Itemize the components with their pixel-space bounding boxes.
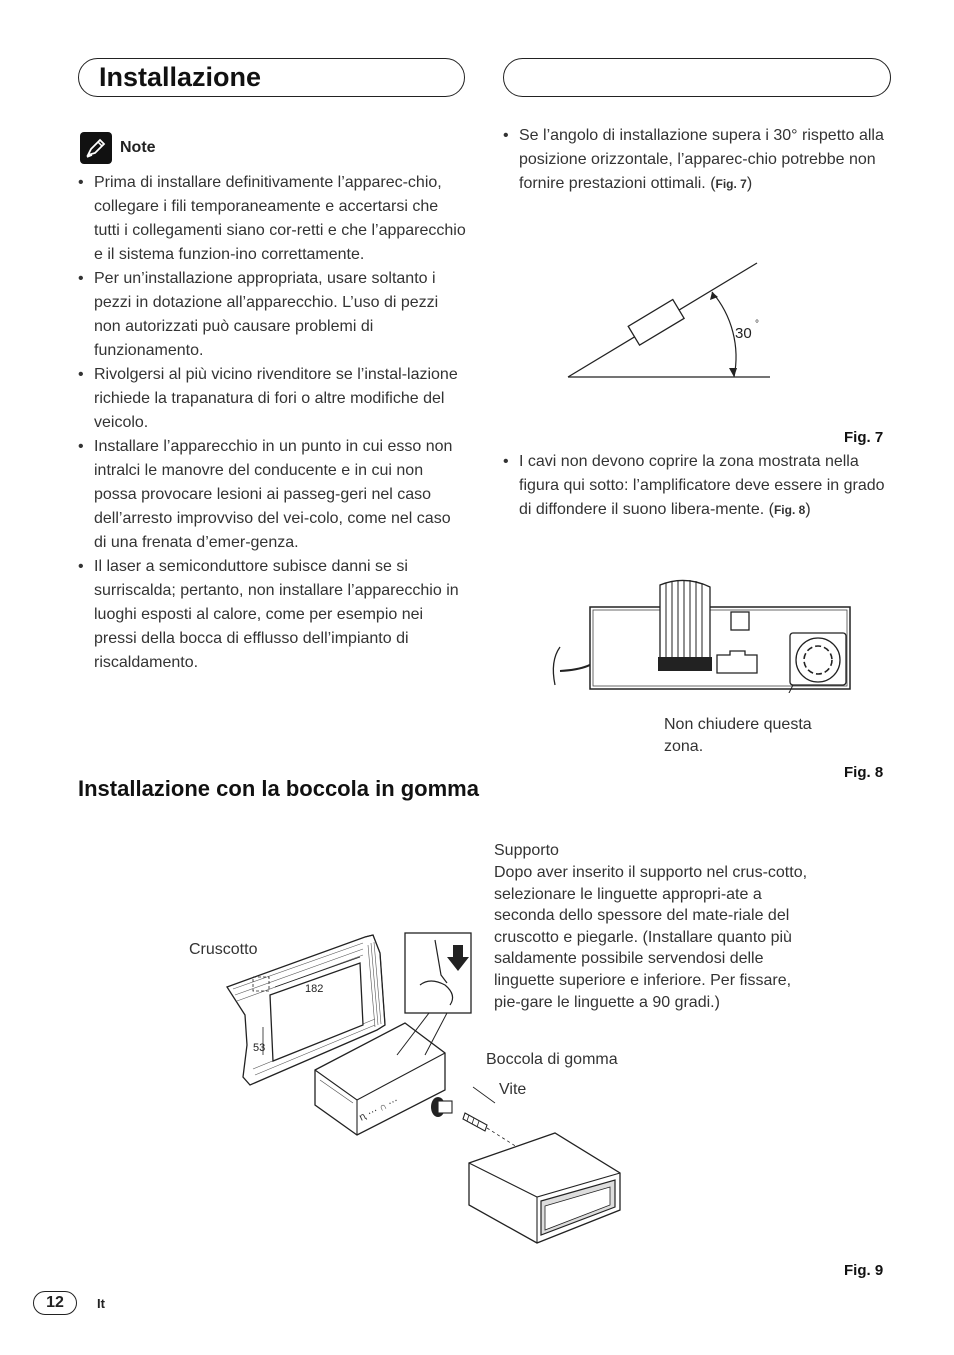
- list-item: • Per un’installazione appropriata, usare soltanto i pezzi in dotazione all’apparecchio. L’uso di pezzi non autorizzati può causare problemi di funzionamento.: [78, 267, 466, 363]
- empty-header-pill: [503, 58, 891, 97]
- unit-rectangle: [628, 300, 684, 346]
- fig9-installation-diagram: [225, 925, 625, 1245]
- angle-label: 30: [735, 325, 752, 342]
- list-item: • Il laser a semiconduttore subisce danni se si surriscalda; pertanto, non installare l’apparecchio in luoghi esposti al calore, come per esempio nei pressi della bocca di efflusso dell’impianto di riscaldamento.: [78, 555, 466, 675]
- note-label: Note: [120, 139, 156, 156]
- section-title-pill: [78, 58, 465, 97]
- page-number: 12: [33, 1291, 77, 1315]
- screw: [463, 1113, 517, 1147]
- dimension-width: 182: [305, 983, 324, 995]
- list-item: • Installare l’apparecchio in un punto in cui esso non intralci le manovre del conducente e in cui non possa provocare lesioni ai passeg-geri nel caso dell’arresto improvviso del vei-colo, come nel caso di una frenata d’emer-genza.: [78, 435, 466, 555]
- fig-reference: Fig. 8: [773, 503, 806, 517]
- pencil-icon: [80, 132, 112, 164]
- bullet-text-end: ): [746, 175, 753, 192]
- fig7-angle-diagram: [560, 255, 780, 385]
- bullet-text: Se l’angolo di installazione supera i 30° rispetto alla posizione orizzontale, l’apparec-chio potrebbe non fornire prestazioni ottimali. (: [519, 127, 884, 192]
- supporto-title: Supporto: [494, 842, 559, 859]
- fig8-caption: Non chiudere questa zona.: [664, 716, 812, 755]
- small-connector: [731, 612, 749, 630]
- note-header: [80, 132, 156, 164]
- bullet-text-end: ): [805, 501, 811, 518]
- list-item: • Prima di installare definitivamente l’apparec-chio, collegare i fili temporaneamente e accertarsi che tutti i collegamenti siano cor-retti e che l’apparecchio e il sistema funzion-ino correttamente.: [78, 171, 466, 267]
- rubber-bushing-title: Installazione con la boccola in gomma: [78, 776, 479, 801]
- degree-mark: °: [755, 319, 759, 330]
- fig-reference: Fig. 7: [715, 177, 747, 191]
- fig9-label: Fig. 9: [844, 1262, 884, 1279]
- fig8-rear-panel-diagram: [545, 575, 857, 693]
- language-code: It: [97, 1296, 105, 1311]
- list-item: • Rivolgersi al più vicino rivenditore se l’instal-lazione richiede la trapanatura di fori o altre modifiche del veicolo.: [78, 363, 466, 435]
- section-title: Installazione: [99, 62, 262, 92]
- list-item: [503, 450, 891, 522]
- cable-note: [503, 450, 891, 522]
- angle-arc: [712, 292, 736, 377]
- rubber-bush: [431, 1097, 452, 1117]
- note-list: [78, 171, 466, 675]
- list-item: [503, 124, 891, 196]
- boccola-label: Boccola di gomma: [486, 1051, 618, 1068]
- fan-grille-icon: [790, 633, 846, 685]
- supporto-text: Dopo aver inserito il supporto nel crus-cotto, selezionare le linguette appropri-ate a seconda dello spessore del mate-riale del cruscotto e piegarle. (Installare quanto più saldamente possibile servendosi delle linguette superiore e inferiore. Per fissare, pie-gare le linguette a 90 gradi.): [494, 864, 808, 1011]
- svg-text:ꞑ ⋯ ∩ ⋯: ꞑ ⋯ ∩ ⋯: [357, 1095, 401, 1124]
- vite-label: Vite: [499, 1081, 527, 1098]
- dimension-height: 53: [253, 1042, 266, 1054]
- cable-curve: [553, 647, 560, 685]
- cruscotto-label: Cruscotto: [189, 941, 258, 958]
- angle-note: [503, 124, 891, 196]
- callout-line: [473, 1087, 495, 1103]
- fig8-label: Fig. 8: [844, 764, 884, 781]
- arrow-head-icon: [729, 368, 737, 377]
- wire-harness: [658, 580, 712, 671]
- bullet-text: I cavi non devono coprire la zona mostrata nella figura qui sotto: l’amplificatore deve essere in grado di diffondere il suono libera-mente. (: [519, 453, 885, 518]
- head-unit: [469, 1133, 620, 1243]
- fig7-label: Fig. 7: [844, 429, 884, 446]
